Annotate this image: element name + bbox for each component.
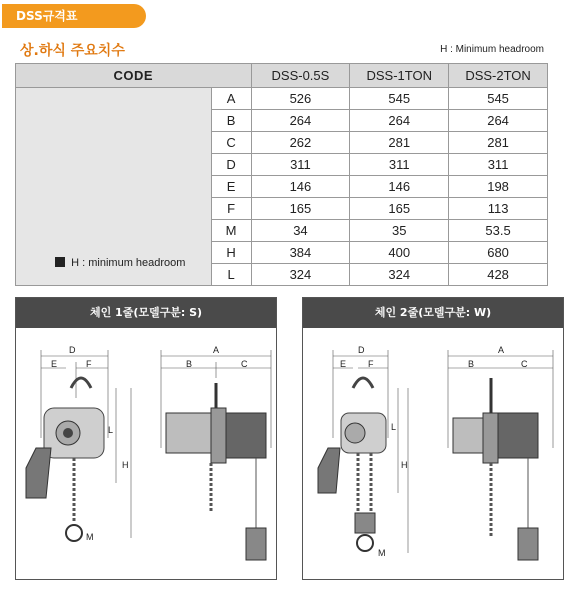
panel-title: 체인 1줄(모델구분: S) <box>16 298 276 328</box>
table-cell: 281 <box>449 132 548 154</box>
dimension-key: B <box>211 110 251 132</box>
table-cell: 545 <box>449 88 548 110</box>
table-cell: 264 <box>251 110 350 132</box>
table-cell: 146 <box>350 176 449 198</box>
dim-label-e: E <box>51 359 58 369</box>
dimension-key: C <box>211 132 251 154</box>
dimension-key: A <box>211 88 251 110</box>
hoist-side-view <box>26 378 104 541</box>
dimension-key: F <box>211 198 251 220</box>
code-header: CODE <box>16 64 252 88</box>
spec-tab-badge[interactable]: DSS규격표 <box>2 4 146 28</box>
dimension-key: D <box>211 154 251 176</box>
panel-title: 체인 2줄(모델구분: W) <box>303 298 563 328</box>
dim-label-l: L <box>108 425 114 435</box>
table-cell: 165 <box>251 198 350 220</box>
table-cell: 384 <box>251 242 350 264</box>
table-cell: 545 <box>350 88 449 110</box>
table-cell: 400 <box>350 242 449 264</box>
spec-table <box>15 63 548 286</box>
table-cell: 53.5 <box>449 220 548 242</box>
dim-label-c: C <box>241 359 248 369</box>
table-cell: 113 <box>449 198 548 220</box>
dimension-key: E <box>211 176 251 198</box>
table-cell: 281 <box>350 132 449 154</box>
dim-label-h: H <box>401 460 408 470</box>
double-chain-panel <box>302 297 564 580</box>
table-cell: 146 <box>251 176 350 198</box>
dim-label-c: C <box>521 359 528 369</box>
table-cell: 324 <box>251 264 350 286</box>
dim-label-a: A <box>213 345 220 355</box>
dimension-key: H <box>211 242 251 264</box>
legend-text: H : minimum headroom <box>71 257 186 269</box>
table-cell: 311 <box>251 154 350 176</box>
table-cell: 428 <box>449 264 548 286</box>
table-cell: 198 <box>449 176 548 198</box>
dimension-key: M <box>211 220 251 242</box>
dim-label-d: D <box>358 345 365 355</box>
column-header: DSS-2TON <box>449 64 548 88</box>
table-cell: 526 <box>251 88 350 110</box>
dim-label-b: B <box>186 359 193 369</box>
headroom-note: H : Minimum headroom <box>440 44 544 55</box>
table-cell: 264 <box>350 110 449 132</box>
dim-label-d: D <box>69 345 76 355</box>
table-cell: 165 <box>350 198 449 220</box>
single-chain-panel <box>15 297 277 580</box>
legend-square-icon <box>55 257 65 267</box>
dim-label-l: L <box>391 422 397 432</box>
hoist-front-view <box>166 383 266 560</box>
dimension-key: L <box>211 264 251 286</box>
hoist-side-view <box>318 378 386 551</box>
column-header: DSS-0.5S <box>251 64 350 88</box>
dim-label-h: H <box>122 460 129 470</box>
table-cell: 680 <box>449 242 548 264</box>
double-chain-hoist-diagram <box>303 328 563 580</box>
dim-label-a: A <box>498 345 505 355</box>
dim-label-m: M <box>378 548 386 558</box>
legend-cell <box>16 88 212 286</box>
section-title: 상.하식 주요치수 <box>20 43 125 59</box>
table-cell: 311 <box>449 154 548 176</box>
table-cell: 35 <box>350 220 449 242</box>
dim-label-m: M <box>86 532 94 542</box>
table-cell: 324 <box>350 264 449 286</box>
dim-label-f: F <box>368 359 374 369</box>
dim-label-f: F <box>86 359 92 369</box>
dim-label-e: E <box>340 359 347 369</box>
table-cell: 264 <box>449 110 548 132</box>
dim-label-b: B <box>468 359 475 369</box>
table-row <box>16 88 548 110</box>
table-cell: 311 <box>350 154 449 176</box>
table-header-row <box>16 64 548 88</box>
table-cell: 262 <box>251 132 350 154</box>
column-header: DSS-1TON <box>350 64 449 88</box>
single-chain-hoist-diagram <box>16 328 276 580</box>
hoist-front-view <box>453 378 538 560</box>
table-cell: 34 <box>251 220 350 242</box>
